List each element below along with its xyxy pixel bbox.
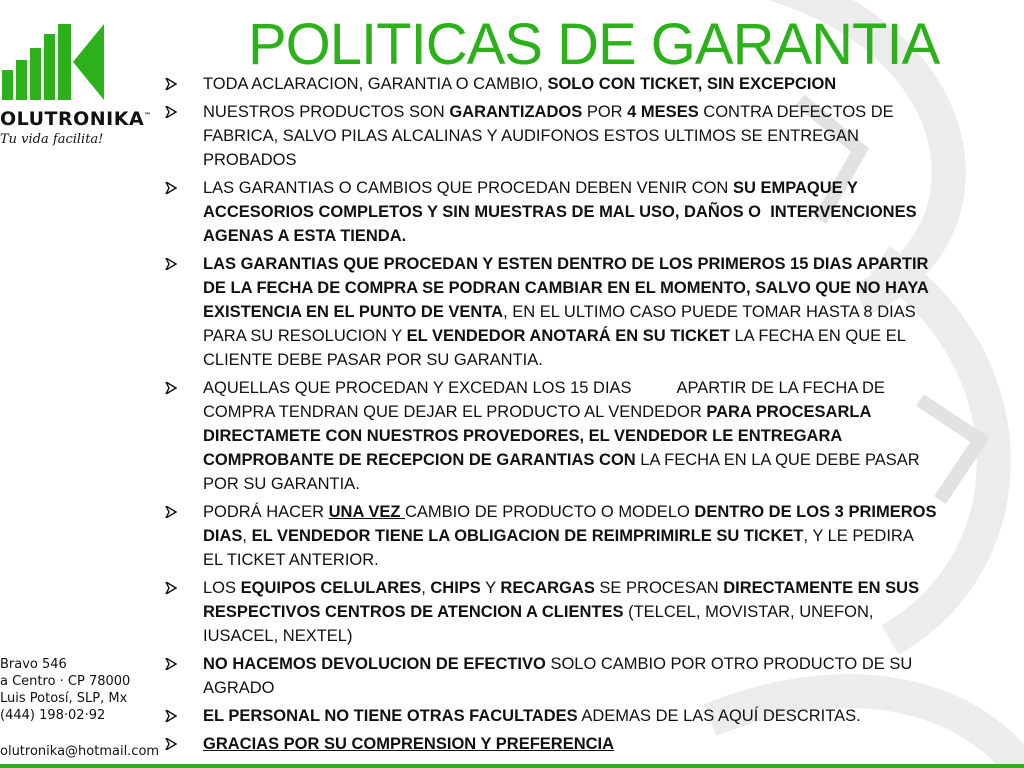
policy-text [203,72,1024,96]
policy-text-segment: SU EMPAQUE Y ACCESORIOS COMPLETOS Y SIN MUESTRAS DE MAL USO, DAÑOS O INTERVENCIONES AGENAS A ESTA TIENDA. [203,179,917,245]
policy-item [165,252,1024,372]
policy-text-segment: RECARGAS [500,579,595,597]
policy-item [165,376,1024,496]
signal-bars-k-logo-icon [0,18,112,102]
policy-text-segment: SE PROCESAN [594,579,724,597]
arrowhead-bullet-icon [165,182,177,194]
policy-text-segment: EL VENDEDOR TIENE LA OBLIGACION DE REIMPRIMIRLE SU TICKET [251,527,804,545]
policy-text-segment: POR [582,103,628,121]
policy-text-segment: GRACIAS POR SU COMPRENSION Y PREFERENCIA [203,735,615,753]
company-logo [0,18,152,147]
policy-text-segment: LOS [203,579,241,597]
policy-item [165,732,1024,756]
arrowhead-bullet-icon [165,258,177,270]
arrowhead-bullet-icon [165,106,177,118]
policy-item [165,100,1024,172]
arrowhead-bullet-icon [165,382,177,394]
policy-text-segment: EL PERSONAL NO TIENE OTRAS FACULTADES [203,707,578,725]
phone-number: (444) 198·02·92 [0,708,106,723]
arrowhead-bullet-icon [165,506,177,518]
policy-item [165,176,1024,248]
address-line: Luis Potosí, SLP, Mx [0,691,128,706]
policy-text-segment: Y [480,579,501,597]
policy-text-segment: NUESTROS PRODUCTOS SON [203,103,450,121]
arrowhead-bullet-icon [165,710,177,722]
policy-item [165,704,1024,728]
policy-text-segment: LA FECHA EN QUE EL CLIENTE DEBE PASAR POR SU GARANTIA. [203,327,906,369]
policy-text [203,376,1024,496]
policy-text-segment: , EN EL ULTIMO CASO PUEDE TOMAR HASTA 8 DIAS PARA SU RESOLUCION Y [203,303,916,345]
arrowhead-bullet-icon [165,78,177,90]
policy-text-segment: LA FECHA EN LA QUE DEBE PASAR POR SU GARANTIA. [203,451,920,493]
contact-email: olutronika@hotmail.com [0,744,160,759]
policy-item [165,500,1024,572]
policy-text [203,100,1024,172]
policy-text [203,732,1024,756]
policy-item [165,72,1024,96]
page-title: POLITICAS DE GARANTIA [248,12,940,77]
policy-text-segment: EL VENDEDOR ANOTARÁ EN SU TICKET [406,327,730,345]
policy-text [203,500,1024,572]
policy-text-segment: EQUIPOS CELULARES [240,579,422,597]
policy-text-segment: CONTRA DEFECTOS DE FABRICA, SALVO PILAS ALCALINAS Y AUDIFONOS ESTOS ULTIMOS SE ENTREGAN PROBADOS [203,103,894,169]
policy-text-segment: GARANTIZADOS [449,103,583,121]
policy-text-segment: NO HACEMOS DEVOLUCION DE EFECTIVO [203,655,546,673]
policy-text-segment: UNA VEZ [328,503,406,521]
arrowhead-bullet-icon [165,582,177,594]
policy-text [203,704,1024,728]
policy-list [165,72,1024,760]
policy-text-segment: PARA PROCESARLA DIRECTAMETE CON NUESTROS PROVEDORES, EL VENDEDOR LE ENTREGARA COMPROBANTE DE RECEPCION DE GARANTIAS CON [203,403,872,469]
policy-text-segment: LAS GARANTIAS O CAMBIOS QUE PROCEDAN DEBEN VENIR CON [203,179,733,197]
policy-text-segment: ADEMAS DE LAS AQUÍ DESCRITAS. [577,707,861,725]
policy-text-segment: LAS GARANTIAS QUE PROCEDAN Y ESTEN DENTRO DE LOS PRIMEROS 15 DIAS APARTIR DE LA FECHA DE COMPRA SE PODRAN CAMBIAR EN EL MOMENTO, SALVO QUE NO HAYA EXISTENCIA EN EL PUNTO DE VENTA [203,255,929,321]
arrowhead-bullet-icon [165,738,177,750]
policy-text [203,176,1024,248]
brand-name: OLUTRONIKA™ [0,108,152,130]
policy-text-segment: PODRÁ HACER [203,503,329,521]
policy-text-segment: SOLO CAMBIO POR OTRO PRODUCTO DE SU AGRADO [203,655,913,697]
policy-text-segment: AQUELLAS QUE PROCEDAN Y EXCEDAN LOS 15 DIAS APARTIR DE LA FECHA DE COMPRA TENDRAN QUE DEJAR EL PRODUCTO AL VENDEDOR [203,379,885,421]
policy-text-segment: TODA ACLARACION, GARANTIA O CAMBIO, [203,75,548,93]
arrowhead-bullet-icon [165,658,177,670]
footer-accent-bar [0,764,1024,768]
policy-text-segment: DIRECTAMENTE EN SUS RESPECTIVOS CENTROS DE ATENCION A CLIENTES [203,579,920,621]
policy-text-segment: CHIPS [430,579,481,597]
brand-tagline: Tu vida facilita! [0,132,104,147]
policy-text-segment: SOLO CON TICKET, SIN EXCEPCION [547,75,837,93]
policy-text-segment: , Y LE PEDIRA EL TICKET ANTERIOR. [203,527,914,569]
policy-text [203,576,1024,648]
policy-text-segment: (TELCEL, MOVISTAR, UNEFON, IUSACEL, NEXTEL) [203,603,874,645]
policy-text-segment: , [421,579,431,597]
address-line: a Centro · CP 78000 [0,674,131,689]
policy-text-segment: DENTRO DE LOS 3 PRIMEROS DIAS [203,503,937,545]
policy-text [203,252,1024,372]
policy-item [165,576,1024,648]
address-line: Bravo 546 [0,657,67,672]
policy-text-segment: 4 MESES [627,103,699,121]
policy-text [203,652,1024,700]
policy-text-segment: CAMBIO DE PRODUCTO O MODELO [405,503,695,521]
contact-address [0,656,130,724]
policy-text-segment: , [242,527,252,545]
policy-item [165,652,1024,700]
